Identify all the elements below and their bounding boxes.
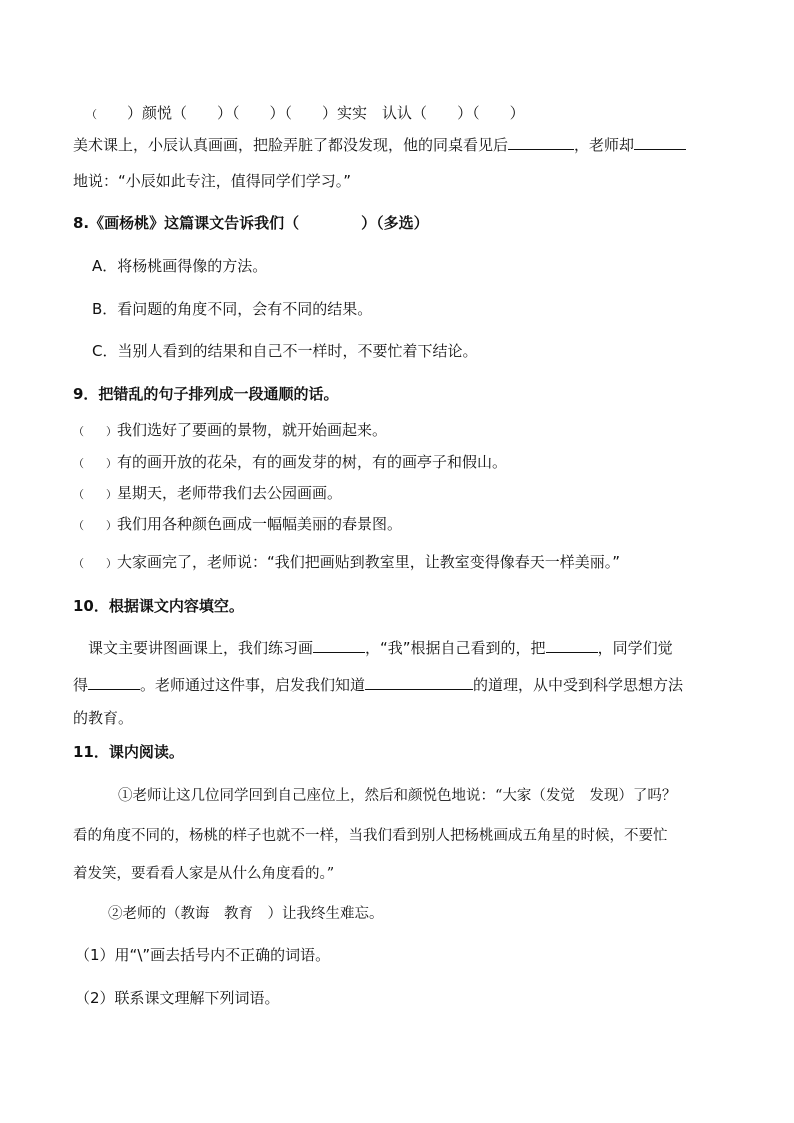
answer-blank[interactable] <box>508 135 574 150</box>
answer-blank[interactable] <box>88 675 140 690</box>
answer-blank[interactable] <box>634 135 686 150</box>
q8-option-a: A．将杨桃画得像的方法。 <box>92 257 268 275</box>
q7-sentence-line1: 美术课上，小辰认真画画，把脸弄脏了都没发现，他的同桌看见后 ，老师却 <box>73 135 686 155</box>
q9-stem: 9．把错乱的句子排列成一段通顺的话。 <box>73 385 339 403</box>
q11-passage-line3: 着发笑，要看看人家是从什么角度看的。” <box>73 866 335 882</box>
q10-stem: 10．根据课文内容填空。 <box>73 597 244 615</box>
q10-line1: 课文主要讲图画课上，我们练习画 ，“我”根据自己看到的，把 ，同学们觉 <box>88 639 673 657</box>
q8-option-b: B．看问题的角度不同，会有不同的结果。 <box>92 300 373 318</box>
q11-stem: 11．课内阅读。 <box>73 743 184 761</box>
q11-subquestion-1: （1）用“\”画去括号内不正确的词语。 <box>75 946 331 964</box>
answer-blank[interactable] <box>313 638 365 653</box>
q9-item: （ ）我们用各种颜色画成一幅幅美丽的春景图。 <box>73 515 403 533</box>
q9-item: （ ）大家画完了，老师说：“我们把画贴到教室里，让教室变得像春天一样美丽。” <box>73 553 621 571</box>
q9-item: （ ）有的画开放的花朵，有的画发芽的树，有的画亭子和假山。 <box>73 453 508 471</box>
q7-sentence-line2: 地说：“小辰如此专注，值得同学们学习。” <box>73 172 352 190</box>
q11-subquestion-2: （2）联系课文理解下列词语。 <box>75 989 280 1007</box>
q10-line3: 的教育。 <box>73 709 134 727</box>
q10-line2: 得 。老师通过这件事，启发我们知道 的道理，从中受到科学思想方法 <box>73 676 684 694</box>
q11-passage-line2: 看的角度不同的，杨桃的样子也就不一样，当我们看到别人把杨桃画成五角星的时候，不要忙 <box>73 828 668 844</box>
q8-stem: 8.《画杨桃》这篇课文告诉我们（ ）（多选） <box>73 214 429 232</box>
answer-blank[interactable] <box>365 675 473 690</box>
q8-option-c: C．当别人看到的结果和自己不一样时，不要忙着下结论。 <box>92 342 478 360</box>
q7-pattern-line: （ ）颜悦（ ）（ ）（ ）实实 认认（ ）（ ） <box>86 104 525 122</box>
q9-item: （ ）我们选好了要画的景物，就开始画起来。 <box>73 421 388 439</box>
answer-blank[interactable] <box>546 638 598 653</box>
q9-item: （ ）星期天，老师带我们去公园画画。 <box>73 484 343 502</box>
q11-passage-para2: ②老师的（教诲 教育 ）让我终生难忘。 <box>108 906 384 922</box>
q11-passage-line1: ①老师让这几位同学回到自己座位上，然后和颜悦色地说：“大家（发觉 发现）了吗？ <box>118 788 677 804</box>
